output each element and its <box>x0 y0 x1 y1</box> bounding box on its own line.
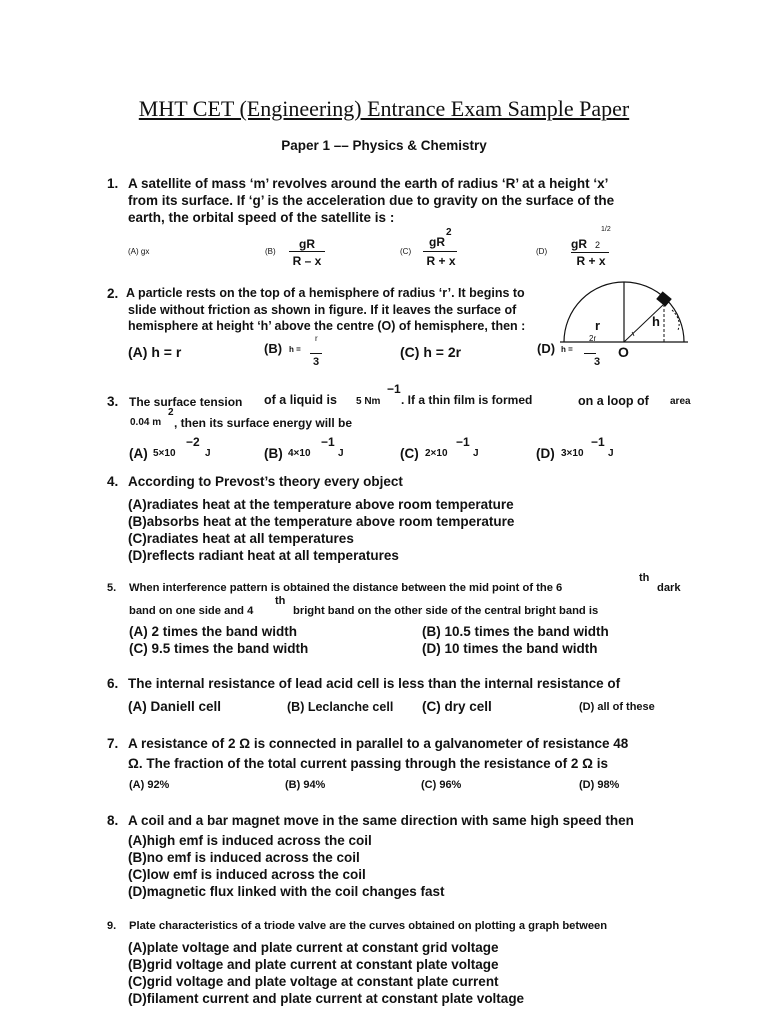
option-d-numerator: gR <box>571 237 587 251</box>
hemisphere-figure <box>560 280 690 350</box>
option-a: (A) Daniell cell <box>128 699 222 714</box>
question-text: of a liquid is <box>264 393 337 407</box>
question-text-line: slide without friction as shown in figure. If it leaves the surface of <box>128 303 517 317</box>
fraction-bar <box>584 353 596 354</box>
figure-o-label: O <box>618 344 629 360</box>
question-text: band on one side and 4 <box>129 605 254 617</box>
question-superscript: th <box>275 595 286 607</box>
option-c-exponent: −1 <box>456 435 470 449</box>
question-superscript: 2 <box>168 407 174 418</box>
question-text-line: earth, the orbital speed of the satellite is : <box>128 210 395 225</box>
option-c: (C) h = 2r <box>400 344 462 360</box>
option-a-unit: J <box>205 448 211 459</box>
option-c: (C)grid voltage and plate voltage at constant plate current <box>128 974 499 989</box>
option-d: (D) 98% <box>579 779 620 791</box>
question-superscript: −1 <box>387 382 401 396</box>
fraction-bar <box>571 252 609 253</box>
fraction-bar <box>310 353 322 354</box>
option-c-denominator: R + x <box>426 254 456 268</box>
option-b-label: (B) <box>265 247 276 256</box>
option-b: (B)no emf is induced across the coil <box>128 850 360 865</box>
page-title: MHT CET (Engineering) Entrance Exam Sample Paper <box>138 96 630 121</box>
option-c-label: (C) <box>400 247 412 256</box>
option-a: (A)high emf is induced across the coil <box>128 833 372 848</box>
option-d: (D) all of these <box>579 701 655 713</box>
option-b: (B) 94% <box>285 779 326 791</box>
option-d: (D)filament current and plate current at constant plate voltage <box>128 991 525 1006</box>
option-c: (C) 96% <box>421 779 462 791</box>
option-d-unit: J <box>608 448 614 459</box>
question-number: 3. <box>107 394 119 409</box>
question-text-line: A particle rests on the top of a hemisphere of radius ‘r’. It begins to <box>126 286 525 300</box>
option-b-numerator: gR <box>299 237 315 251</box>
question-number: 6. <box>107 676 119 691</box>
option-b: (B)absorbs heat at the temperature above room temperature <box>128 514 515 529</box>
option-a: (A) h = r <box>128 344 182 360</box>
question-text: , then its surface energy will be <box>174 416 353 430</box>
question-text: . If a thin film is formed <box>401 393 533 407</box>
question-text-line: A resistance of 2 Ω is connected in parallel to a galvanometer of resistance 48 <box>128 736 629 751</box>
option-c-value: 2×10 <box>425 448 448 459</box>
question-text: area <box>670 396 691 407</box>
question-text: 0.04 m <box>130 417 162 428</box>
option-c: (C) dry cell <box>422 699 492 714</box>
option-d-exponent: −1 <box>591 435 605 449</box>
paper-subtitle: Paper 1 –– Physics & Chemistry <box>281 138 487 153</box>
option-d-denominator: R + x <box>576 254 606 268</box>
option-b: (B) Leclanche cell <box>287 700 394 714</box>
question-text-line: hemisphere at height ‘h’ above the centre (O) of hemisphere, then : <box>128 319 526 333</box>
option-b-value: 4×10 <box>288 448 311 459</box>
option-d-label: (D) <box>537 341 556 356</box>
option-c: (C) 9.5 times the band width <box>129 641 309 656</box>
figure-r-label: r <box>595 318 601 333</box>
option-a-label: (A) <box>129 446 148 461</box>
option-d: (D)reflects radiant heat at all temperatures <box>128 548 399 563</box>
option-d-value: 3×10 <box>561 448 584 459</box>
question-text: Plate characteristics of a triode valve are the curves obtained on plotting a graph between <box>129 920 608 932</box>
question-text: When interference pattern is obtained the distance between the mid point of the 6 <box>129 582 563 594</box>
option-b-prefix: h = <box>289 345 301 354</box>
option-d: (D) 10 times the band width <box>422 641 598 656</box>
question-number: 7. <box>107 736 119 751</box>
question-number: 2. <box>107 286 119 301</box>
question-text-line: A satellite of mass ‘m’ revolves around the earth of radius ‘R’ at a height ‘x’ <box>128 176 609 191</box>
question-text: The surface tension <box>129 395 243 409</box>
option-d-label: (D) <box>536 247 548 256</box>
option-a: (A)plate voltage and plate current at constant grid voltage <box>128 940 499 955</box>
option-d-exponent: 1/2 <box>601 226 611 233</box>
question-text: According to Prevost’s theory every object <box>128 474 403 489</box>
option-c: (C)radiates heat at all temperatures <box>128 531 354 546</box>
option-b-denominator: 3 <box>313 356 320 368</box>
question-text: 5 Nm <box>356 396 381 407</box>
option-b-denominator: R – x <box>292 254 322 268</box>
option-c-label: (C) <box>400 446 419 461</box>
option-b: (B) 10.5 times the band width <box>422 624 609 639</box>
question-number: 9. <box>107 920 117 932</box>
option-a: (A) gx <box>128 247 150 256</box>
option-b-unit: J <box>338 448 344 459</box>
option-a: (A)radiates heat at the temperature above room temperature <box>128 497 514 512</box>
option-b-label: (B) <box>264 446 283 461</box>
option-d-prefix: h = <box>561 345 573 354</box>
option-c: (C)low emf is induced across the coil <box>128 867 366 882</box>
option-d-numerator: 2r <box>589 334 597 343</box>
option-b-label: (B) <box>264 341 283 356</box>
option-b-numerator: r <box>315 334 318 343</box>
question-text: bright band on the other side of the central bright band is <box>293 605 599 617</box>
question-number: 4. <box>107 474 119 489</box>
question-text: The internal resistance of lead acid cell is less than the internal resistance of <box>128 676 621 691</box>
figure-h-label: h <box>652 314 660 329</box>
question-text-line: Ω. The fraction of the total current passing through the resistance of 2 Ω is <box>128 756 608 771</box>
option-d-denominator: 3 <box>594 356 601 368</box>
question-number: 5. <box>107 582 117 594</box>
question-text: A coil and a bar magnet move in the same direction with same high speed then <box>128 813 634 828</box>
option-d: (D)magnetic flux linked with the coil changes fast <box>128 884 445 899</box>
option-c-numerator: gR <box>429 235 445 249</box>
option-c-superscript: 2 <box>446 227 452 238</box>
option-a-value: 5×10 <box>153 448 176 459</box>
question-text-line: from its surface. If ‘g’ is the acceleration due to gravity on the surface of the <box>128 193 615 208</box>
option-a: (A) 92% <box>129 779 170 791</box>
question-text: on a loop of <box>578 394 649 408</box>
question-number: 8. <box>107 813 119 828</box>
question-superscript: th <box>639 572 650 584</box>
option-b: (B)grid voltage and plate current at constant plate voltage <box>128 957 499 972</box>
fraction-bar <box>289 251 325 252</box>
fraction-bar <box>423 251 457 252</box>
option-d-superscript: 2 <box>595 240 601 250</box>
option-b-exponent: −1 <box>321 435 335 449</box>
option-a: (A) 2 times the band width <box>129 624 298 639</box>
option-a-exponent: −2 <box>186 435 200 449</box>
option-c-unit: J <box>473 448 479 459</box>
question-number: 1. <box>107 176 119 191</box>
option-d-label: (D) <box>536 446 555 461</box>
question-text: dark <box>657 582 681 594</box>
